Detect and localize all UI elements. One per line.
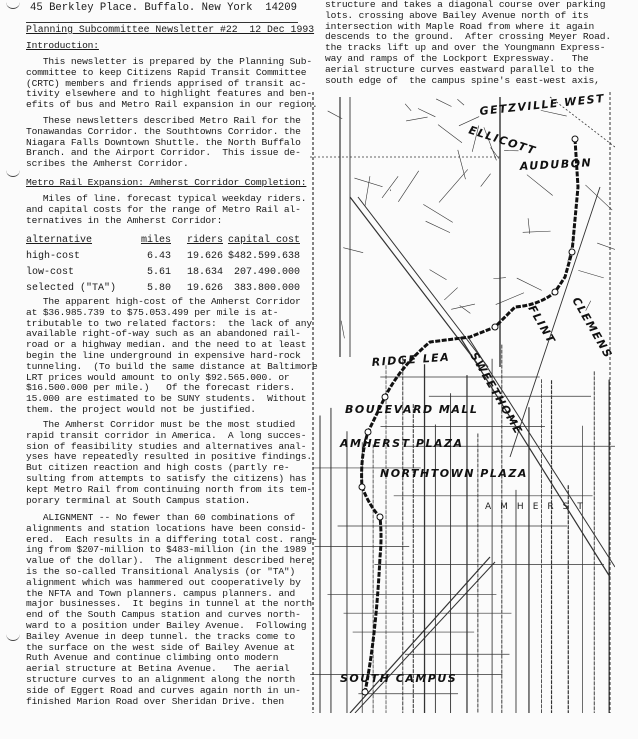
street (439, 169, 468, 202)
text-line: Tonawandas Corridor. the Southtowns Corridor. the (26, 125, 301, 137)
text-line: structure curves to an alignment along the north (26, 673, 296, 685)
street (527, 175, 553, 196)
station-label: SWEETHOME (467, 350, 526, 438)
text-line: ered. Each results in a differing total cost. rang- (26, 533, 318, 545)
punch-mark (6, 632, 20, 641)
station-marker (569, 249, 575, 255)
cell: 18.634 (186, 266, 223, 278)
station-label: CLEMENS (569, 295, 615, 361)
text-line: These newsletters described Metro Rail for the (26, 115, 301, 126)
text-line: ing from $207-million to $483-million (in the 1989 (26, 544, 307, 556)
address-header: 45 Berkley Place. Buffalo. New York 14209 (30, 2, 298, 14)
cell: high-cost (26, 250, 81, 262)
punch-mark (6, 168, 20, 177)
station-marker (365, 429, 371, 435)
text-line: alignment which was hammered out cooperatively by (26, 576, 301, 588)
intro-para-2 (26, 116, 308, 170)
station-label: NORTHTOWN PLAZA (380, 467, 528, 480)
text-line: This newsletter is prepared by the Planning Sub- (26, 56, 312, 67)
cell: 5.80 (146, 282, 171, 294)
text-line: the surface on the west side of Bailey Avenue at (26, 641, 296, 653)
text-line: end of the South Campus station and curves north- (26, 609, 301, 621)
cell: selected ("TA") (26, 282, 117, 294)
station-marker (492, 324, 498, 330)
text-line: ternatives in the Amherst Corridor: (26, 214, 223, 226)
station-label: ELLICOTT (467, 123, 538, 158)
text-line: LRT prices would amount to only $92.565.000. or (26, 371, 290, 383)
table-row (26, 248, 300, 264)
table-header (26, 232, 300, 248)
text-line: begin the line underground in expensive hard-rock (26, 349, 301, 361)
area-label: AMHERST (485, 502, 592, 512)
station-marker (362, 689, 368, 695)
text-line: at $36.985.739 to $75.053.499 per mile is at- (26, 306, 279, 318)
street (418, 109, 435, 117)
street (460, 305, 471, 313)
text-line: tunneling. (To build the same distance at Baltimore (26, 360, 318, 372)
cell: 5.61 (146, 266, 171, 278)
street (444, 288, 457, 300)
street (528, 218, 530, 234)
text-line: south edge of the campus spine's east-west axis, (325, 74, 600, 86)
street (343, 248, 363, 253)
street (436, 99, 451, 107)
cell: 6.43 (146, 250, 171, 262)
street (341, 321, 344, 339)
text-line: is the so-called Transitional Analysis (or "TA") (26, 565, 296, 577)
text-line: road or a highway median. and the need to at least (26, 339, 307, 351)
col-miles: miles (140, 234, 171, 246)
text-line: descends to the ground. After crossing Meyer Road. (325, 31, 611, 43)
street (423, 204, 452, 222)
station-label: AMHERST PLAZA (340, 437, 464, 450)
text-line: The apparent high-cost of the Amherst Corridor (26, 296, 301, 307)
text-line: rapid transit corridor in America. A long succes- (26, 429, 307, 441)
street (430, 270, 447, 280)
text-line: Ruth Avenue and continue climbing onto modern (26, 652, 279, 664)
table-row (26, 264, 300, 280)
street (398, 171, 418, 202)
street (358, 197, 488, 367)
alternatives-table (26, 232, 300, 296)
cell: 19.626 (186, 282, 223, 294)
intro-heading: Introduction: (26, 40, 99, 51)
street (365, 176, 370, 206)
cell: low-cost (26, 266, 75, 278)
section-para (26, 194, 308, 226)
street (458, 150, 466, 179)
text-line: sulting from attempts to satisfy the citizens) has (26, 472, 307, 484)
text-line: the NFTA and Town planners. campus planners. and (26, 587, 296, 599)
amherst-corridor-map (310, 37, 615, 713)
text-line: intersection with Maple Road from where it again (325, 20, 595, 32)
text-line: side of Eggert Road and curves again north in un- (26, 684, 301, 696)
text-line: The Amherst Corridor must be the most studied (26, 419, 296, 430)
station-label: FLINT (525, 303, 559, 347)
text-line: 15.000 are estimated to be SUNY students. Without (26, 393, 307, 405)
text-line: finished Marion Road over Sheridan Drive. then (26, 695, 284, 707)
body-para-cost (26, 296, 318, 416)
street (390, 189, 391, 191)
text-line: major businesses. It begins in tunnel at the north (26, 598, 312, 610)
text-line: Niagara Falls Downtown Shuttle. the North Buffalo (26, 136, 301, 148)
station-label: AUDUBON (519, 156, 593, 173)
text-line: sion of feasibility studies and alternatives anal- (26, 440, 307, 452)
text-line: yses have repeatedly resulted in positive findings. (26, 451, 312, 463)
text-line: available right-of-way such as an abandoned rail- (26, 328, 301, 340)
text-line: lots. crossing above Bailey Avenue north of its (325, 9, 589, 21)
text-line: efits of bus and Metro Rail expansion in our region. (26, 99, 318, 111)
street (541, 110, 567, 116)
text-line: aerial structure at Betina Avenue. The aerial (26, 663, 290, 675)
station-marker (359, 484, 365, 490)
station-label: BOULEVARD MALL (345, 403, 479, 416)
street (481, 174, 491, 187)
station-marker (572, 136, 578, 142)
street (350, 197, 480, 367)
text-line: and capital costs for the range of Metro Rail al- (26, 203, 301, 215)
text-line: kept Metro Rail from continuing north from its tem- (26, 483, 312, 495)
text-line: porary terminal at South Campus station. (26, 494, 251, 506)
table-row (26, 280, 300, 296)
text-line: aerial structure curves eastward parallel to the (325, 63, 595, 75)
street (405, 104, 411, 111)
col-alternative: alternative (26, 234, 93, 246)
street (406, 117, 428, 121)
cell: 383.800.000 (233, 282, 300, 294)
street (585, 185, 612, 210)
text-line: Miles of line. forecast typical weekday riders. (26, 193, 307, 204)
street (457, 99, 464, 105)
street (517, 278, 542, 290)
cell: $482.599.638 (227, 250, 300, 262)
body-para-alignment (26, 512, 318, 707)
text-line: Branch. and the Airport Corridor. This issue de- (26, 147, 301, 159)
text-line: way and ramps of the Lockport Expressway. The (325, 52, 589, 64)
newsletter-title: Planning Subcommittee Newsletter #22 12 Dec 1993 (26, 24, 315, 35)
text-line: ALIGNMENT -- No fewer than 60 combinations of (26, 512, 296, 523)
text-line: ward to a position under Bailey Avenue. Following (26, 619, 307, 631)
col-riders: riders (186, 234, 223, 246)
station-label: RIDGE LEA (371, 350, 451, 369)
station-marker (377, 514, 383, 520)
text-line: structure and takes a diagonal course over parking (325, 0, 606, 10)
street (438, 125, 462, 143)
station-label: SOUTH CAMPUS (340, 672, 458, 685)
col-capital-cost: capital cost (227, 234, 300, 246)
text-line: them. the project would not be justified. (26, 403, 256, 415)
street (451, 304, 475, 309)
text-line: tivity elsewhere and to highlight features and ben- (26, 88, 312, 100)
cell: 19.626 (186, 250, 223, 262)
street (523, 231, 551, 232)
text-line: committee to keep Citizens Rapid Transit Committee (26, 66, 307, 78)
text-line: Bailey Avenue in deep tunnel. the tracks come to (26, 630, 296, 642)
text-line: tributable to two related factors: the lack of any (26, 317, 312, 329)
text-line: But citizen reaction and high costs (partly re- (26, 462, 290, 474)
text-line: alignments and station locations have been consid- (26, 522, 307, 534)
punch-mark (6, 0, 20, 9)
intro-para-1 (26, 56, 318, 111)
cell: 207.490.000 (233, 266, 300, 278)
street (426, 221, 450, 232)
body-para-history (26, 419, 312, 506)
text-line: scribes the Amherst Corridor. (26, 158, 189, 170)
street (578, 270, 603, 277)
section-heading: Metro Rail Expansion: Amherst Corridor Completion: (26, 177, 307, 188)
text-line: $16.500.000 per mile.) Of the forecast riders. (26, 382, 296, 394)
text-line: (CRTC) members and friends apprised of transit ac- (26, 77, 307, 89)
text-line: the tracks lift up and over the Youngmann Express- (325, 42, 606, 54)
text-line: value of the dollar). The alignment described here (26, 555, 312, 567)
street (350, 557, 490, 713)
street (597, 243, 615, 250)
street (382, 176, 398, 198)
station-label: GETZVILLE WEST (478, 91, 606, 118)
station-marker (552, 289, 558, 295)
station-marker (382, 394, 388, 400)
